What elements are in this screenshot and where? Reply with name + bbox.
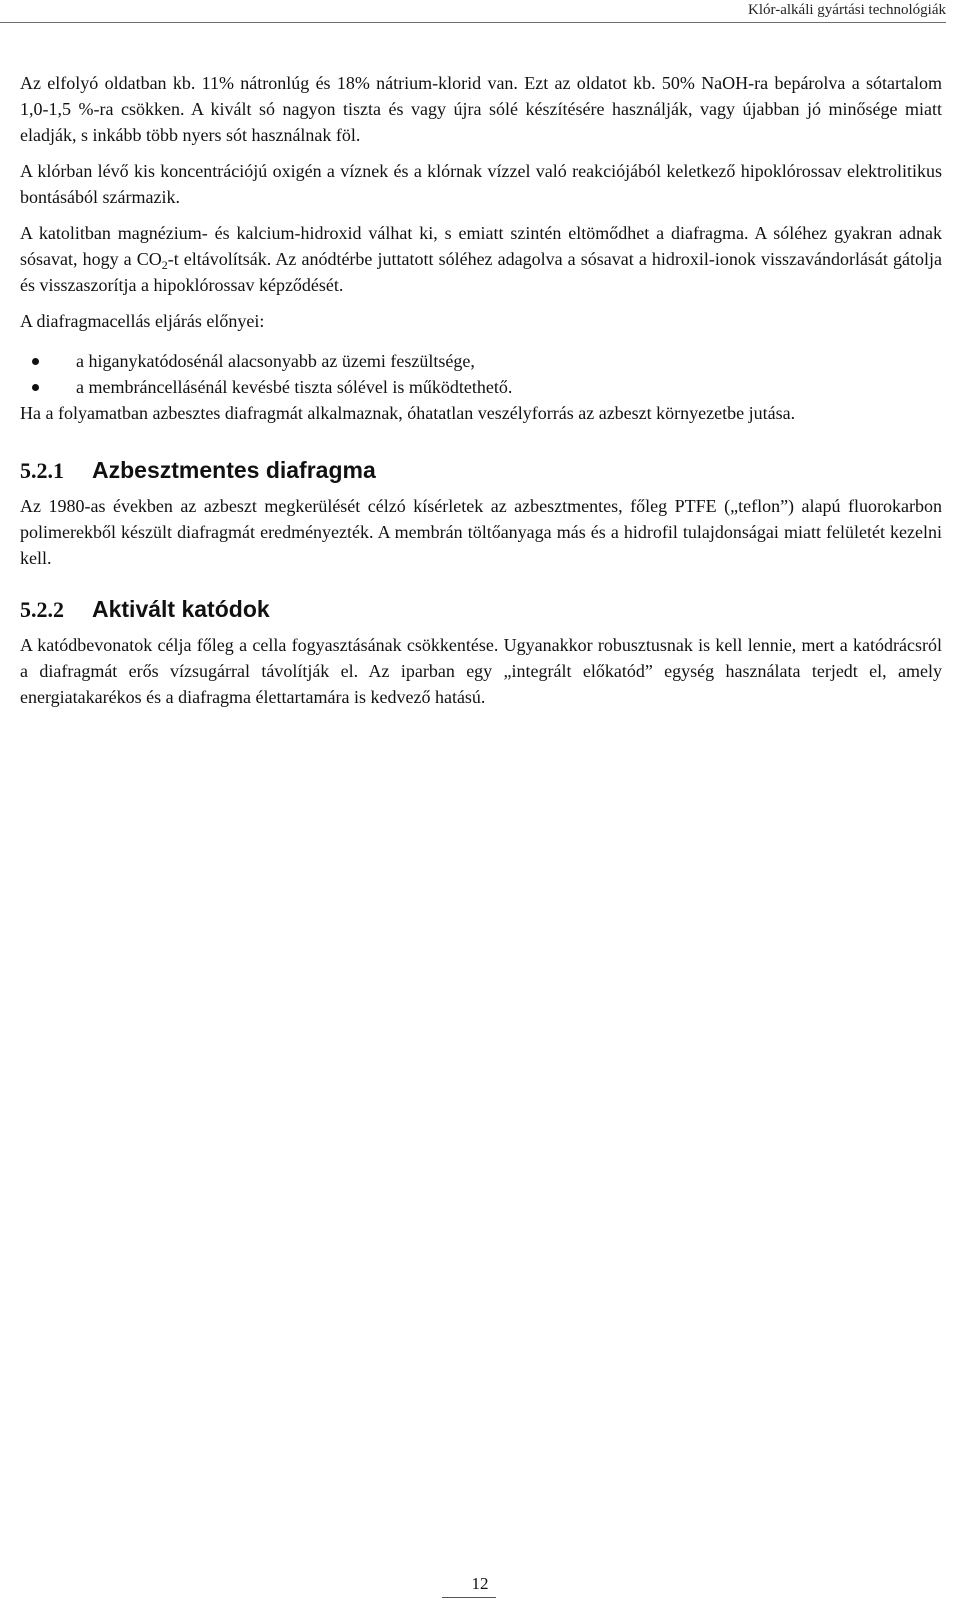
page-number: 12: [471, 1574, 489, 1593]
paragraph-asbestos-risk: Ha a folyamatban azbesztes diafragmát alkalmaznak, óhatatlan veszélyforrás az azbeszt környezetbe jutása.: [20, 403, 796, 423]
section-heading-asbestos-free: [20, 454, 942, 487]
bullet-icon: [32, 358, 39, 365]
list-item-text: a higanykatódosénál alacsonyabb az üzemi feszültsége,: [76, 351, 475, 371]
bullet-icon: [32, 384, 39, 391]
paragraph-catholyte-text-2: -t eltávolítsák. Az anódtérbe juttatott sóléhez adagolva a sósavat a hidroxil-ionok visszavándorlását gátolja és visszaszorítja a hipoklórossav képződését.: [20, 249, 942, 295]
section-text-asbestos-free: Az 1980-as években az azbeszt megkerülését célzó kísérletek az azbesztmentes, főleg PTFE („teflon”) alapú fluorokarbon polimerekből készült diafragmát eredményezték. A membrán töltőanyaga más és a hidrofil tulajdonságai miatt felületét kezelni kell.: [20, 496, 942, 568]
paragraph-naoh-evaporation: Az elfolyó oldatban kb. 11% nátronlúg és 18% nátrium-klorid van. Ezt az oldatot kb. 50% NaOH-ra bepárolva a sótartalom 1,0-1,5 %-ra csökken. A kivált só nagyon tiszta és vagy újra sólé készítésére használják, vagy újabban jó minősége miatt eladják, s inkább több nyers sót használnak föl.: [20, 73, 942, 145]
header-rule: [0, 22, 946, 23]
header-title: Klór-alkáli gyártási technológiák: [748, 2, 946, 18]
paragraph-advantages-intro: A diafragmacellás eljárás előnyei:: [20, 311, 265, 331]
co2-subscript: 2: [161, 258, 168, 272]
section-heading-activated-cathodes: [20, 593, 942, 626]
paragraph-catholyte-text-1: A katolitban magnézium- és kalcium-hidroxid válhat ki, s emiatt szintén eltömődhet a diafragma. A sóléhez gyakran adnak sósavat, hogy a CO: [20, 223, 942, 269]
advantages-list: [20, 348, 942, 400]
section-title: Aktivált katódok: [92, 596, 270, 622]
section-number: 5.2.2: [20, 597, 64, 622]
paragraph-catholyte: [20, 220, 942, 298]
section-title: Azbesztmentes diafragma: [92, 457, 376, 483]
section-number: 5.2.1: [20, 458, 64, 483]
footer-rule: [442, 1597, 496, 1598]
document-body: [20, 70, 942, 720]
list-item: [20, 374, 942, 400]
list-item-text: a membráncellásénál kevésbé tiszta sólével is működtethető.: [76, 377, 513, 397]
page-header: [0, 0, 960, 26]
paragraph-oxygen-origin: A klórban lévő kis koncentrációjú oxigén a víznek és a klórnak vízzel való reakciójából keletkező hipoklórossav elektrolitikus bontásából származik.: [20, 161, 942, 207]
section-text-activated-cathodes: A katódbevonatok célja főleg a cella fogyasztásának csökkentése. Ugyanakkor robusztusnak is kell lennie, mert a katódrácsról a diafragmát erős vízsugárral távolítják el. Az iparban egy „integrált előkatód” egység használata terjedt el, amely energiatakarékos és a diafragma élettartamára is kedvező hatású.: [20, 635, 942, 707]
list-item: [20, 348, 942, 374]
